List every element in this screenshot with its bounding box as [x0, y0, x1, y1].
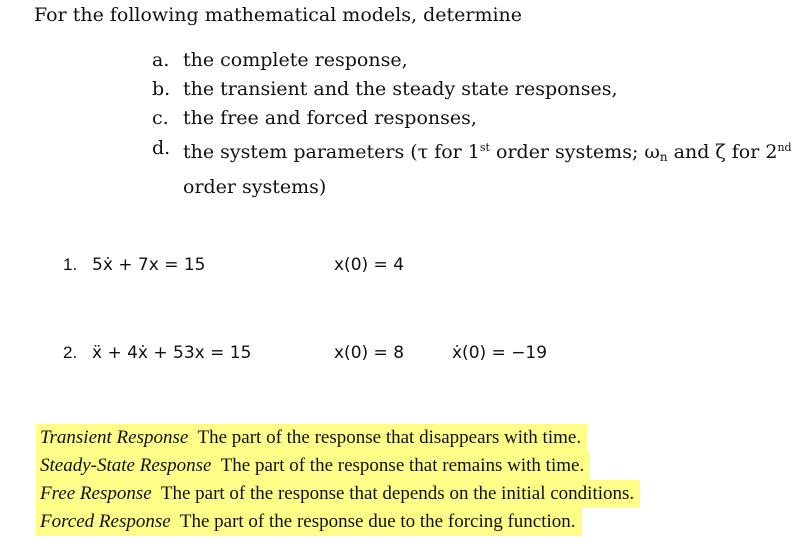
definition-term: Transient Response — [40, 427, 189, 448]
definition-term: Free Response — [40, 483, 152, 504]
definition-text: The part of the response that remains with time. — [220, 455, 585, 476]
definition-term: Forced Response — [40, 511, 171, 532]
task-item-d — [152, 133, 792, 202]
task-text: the free and forced responses, — [183, 107, 477, 129]
task-text-post: order systems) — [183, 176, 327, 198]
task-text-pre: the system parameters (τ for 1 — [183, 141, 480, 163]
task-item-a — [152, 46, 792, 74]
task-list — [152, 46, 792, 203]
ordinal-superscript: st — [479, 141, 490, 154]
problem-2-initial-condition: x(0) = 8 — [334, 343, 405, 363]
task-text-mid: and ζ for 2 — [667, 141, 778, 163]
omega-subscript: n — [659, 150, 668, 164]
problem-1-initial-condition: x(0) = 4 — [334, 255, 405, 275]
task-text-mid: order systems; ω — [489, 141, 660, 163]
definitions-block — [36, 424, 640, 536]
problem-2-number: 2. — [63, 343, 78, 362]
task-item-b — [152, 75, 792, 103]
definition-line — [36, 508, 582, 536]
task-text: the transient and the steady state responses, — [183, 78, 618, 100]
instructions-heading: For the following mathematical models, determine — [34, 4, 523, 26]
task-text: the complete response, — [183, 49, 408, 71]
problem-1-equation: 5ẋ + 7x = 15 — [92, 255, 206, 275]
definition-text: The part of the response due to the forcing function. — [179, 511, 576, 532]
definition-line — [36, 452, 590, 480]
task-letter: d. — [152, 137, 171, 159]
task-item-c — [152, 104, 792, 132]
problem-2-equation: ẍ + 4ẋ + 53x = 15 — [92, 343, 252, 363]
definition-line — [36, 424, 587, 452]
task-text — [183, 133, 792, 202]
definition-text: The part of the response that disappears with time. — [197, 427, 582, 448]
ordinal-superscript: nd — [777, 141, 792, 154]
task-letter: c. — [152, 107, 169, 129]
problem-2-initial-velocity: ẋ(0) = −19 — [452, 343, 548, 363]
definition-text: The part of the response that depends on the initial conditions. — [160, 483, 635, 504]
task-letter: b. — [152, 78, 171, 100]
definition-term: Steady-State Response — [40, 455, 212, 476]
definition-line — [36, 480, 640, 508]
problem-1-number: 1. — [63, 255, 78, 274]
task-letter: a. — [152, 49, 170, 71]
